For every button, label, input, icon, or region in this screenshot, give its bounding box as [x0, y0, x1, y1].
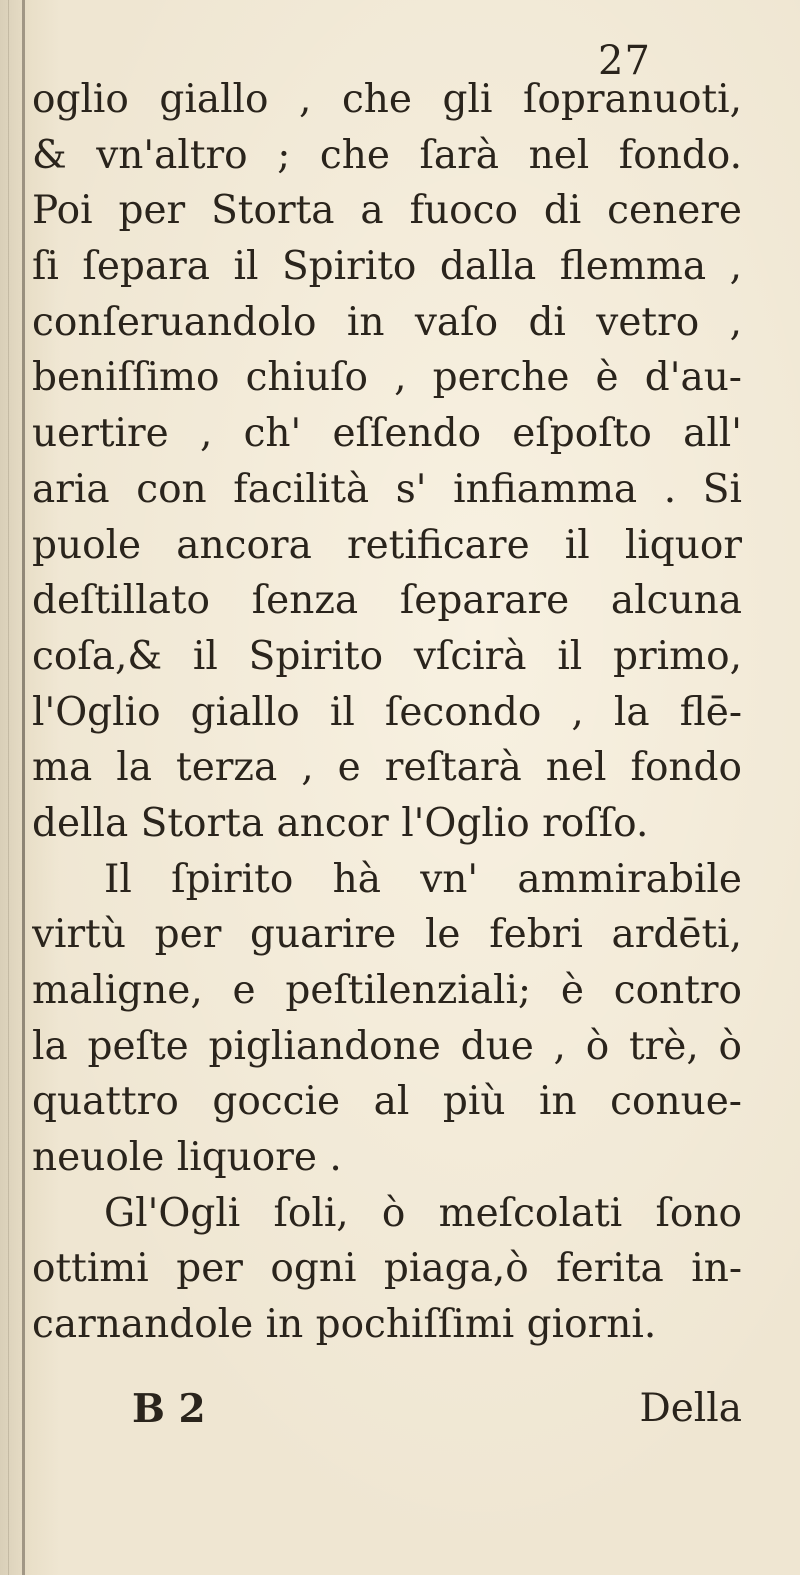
page-number: 27 — [598, 38, 651, 84]
text-line: neuole liquore . — [32, 1135, 342, 1181]
text-line: ottimi per ogni piaga,ò ferita in- — [32, 1246, 742, 1292]
text-line: puole ancora retificare il liquor — [32, 522, 742, 568]
text-line: maligne, e peſtilenziali; è contro — [32, 968, 742, 1013]
text-line: ſi ſepara il Spirito dalla flemma , — [32, 244, 742, 290]
binding-gutter — [22, 0, 25, 1575]
page-edge — [8, 0, 9, 1575]
signature-mark: B 2 — [132, 1386, 206, 1432]
paragraph-first-line: Gl'Ogli ſoli, ò meſcolati ſono — [104, 1190, 742, 1236]
text-line: deſtillato ſenza ſeparare alcuna — [32, 578, 742, 624]
text-line: oglio giallo , che gli ſopranuoti, — [32, 77, 742, 122]
text-line: & vn'altro ; che ſarà nel fondo. — [32, 132, 742, 178]
text-line: virtù per guarire le febri ardēti, — [32, 912, 742, 958]
text-line: carnandole in pochiſſimi giorni. — [32, 1302, 657, 1348]
text-line: la peſte pigliandone due , ò trè, ò — [32, 1023, 742, 1069]
text-line: quattro goccie al più in conue- — [32, 1079, 742, 1125]
text-line: conſeruandolo in vaſo di vetro , — [32, 299, 742, 345]
catchword: Della — [639, 1386, 742, 1431]
text-line: beniſſimo chiuſo , perche è d'au- — [32, 355, 742, 401]
text-line: della Storta ancor l'Oglio roſſo. — [32, 800, 649, 846]
text-line: uertire , ch' eſſendo eſpoſto all' — [32, 411, 742, 457]
text-line: ma la terza , e reſtarà nel fondo — [32, 745, 742, 791]
text-line: Poi per Storta a fuoco di cenere — [32, 188, 742, 234]
text-line: l'Oglio giallo il ſecondo , la flē- — [32, 689, 742, 735]
body-text — [32, 72, 742, 1353]
paragraph-first-line: Il ſpirito hà vn' ammirabile — [104, 856, 742, 902]
page-footer — [32, 1384, 742, 1434]
text-line: coſa,& il Spirito vſcirà il primo, — [32, 633, 742, 679]
text-line: aria con facilità s' infiamma . Si — [32, 466, 742, 512]
